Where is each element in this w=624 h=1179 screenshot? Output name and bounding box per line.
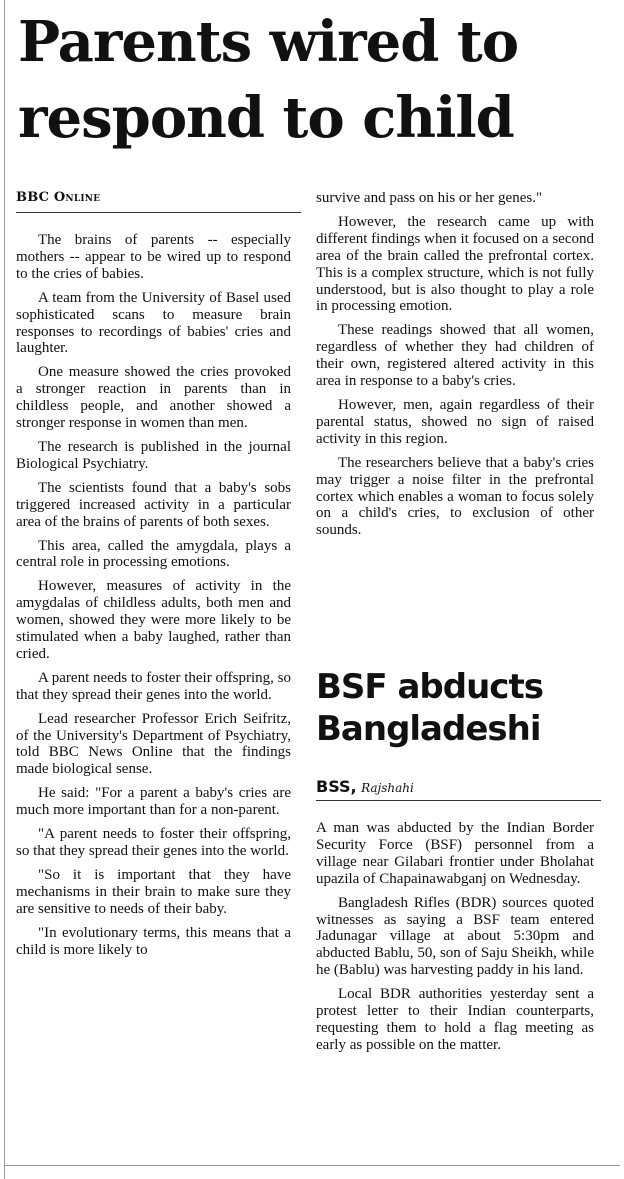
byline-location: Rajshahi xyxy=(361,781,414,795)
second-article-body xyxy=(316,820,594,1061)
paragraph: A parent needs to foster their offspring, so that they spread their genes into the world. xyxy=(16,669,292,703)
paragraph: Bangladesh Rifles (BDR) sources quoted witnesses as saying a BSF team entered Jadunagar village at about 5:30pm and abducted Bablu, 50, son of Saju Sheikh, while he (Bablu) was harvesting paddy in his land. xyxy=(316,894,594,979)
article-column-1 xyxy=(16,232,291,965)
paragraph: "So it is important that they have mechanisms in their brain to make sure they are sensitive to needs of their baby. xyxy=(16,866,291,917)
paragraph: "In evolutionary terms, this means that a child is more likely to xyxy=(16,924,291,958)
paragraph: This area, called the amygdala, plays a central role in processing emotions. xyxy=(16,537,291,571)
second-byline-rule xyxy=(316,800,601,801)
paragraph: The researchers believe that a baby's cries may trigger a noise filter in the prefrontal cortex which enables a woman to focus solely on a child's cries, to exclusion of other sounds. xyxy=(316,454,594,539)
paragraph: survive and pass on his or her genes." xyxy=(316,190,543,206)
paragraph: However, measures of activity in the amygdalas of childless adults, both men and women, showed they were more likely to be stimulated when a baby laughed, rather than cried. xyxy=(16,578,291,662)
paragraph: Lead researcher Professor Erich Seifritz, of the University's Department of Psychiatry, told BBC News Online that the findings made biological sense. xyxy=(16,710,291,778)
paragraph: A team from the University of Basel used sophisticated scans to measure brain responses to recordings of babies' cries and laughter. xyxy=(16,289,291,357)
bottom-border-rule xyxy=(4,1165,620,1166)
paragraph: The scientists found that a baby's sobs triggered increased activity in a particular area of the brains of parents of both sexes. xyxy=(16,479,291,530)
paragraph: Local BDR authorities yesterday sent a protest letter to their Indian counterparts, requesting them to hold a flag meeting as early as possible on the matter. xyxy=(316,986,594,1053)
paragraph: However, men, again regardless of their parental status, showed no sign of raised activity in this region. xyxy=(316,396,594,447)
article-byline: BBC Online xyxy=(16,190,101,205)
article-column-2 xyxy=(316,190,594,546)
paragraph: He said: "For a parent a baby's cries are much more important than for a non-parent. xyxy=(16,785,291,819)
paragraph: The brains of parents -- especially mothers -- appear to be wired up to respond to the cries of babies. xyxy=(16,232,291,282)
second-article-headline: BSF abducts Bangladeshi xyxy=(316,667,543,749)
paragraph: One measure showed the cries provoked a stronger reaction in parents than in childless people, and another showed a stronger response in women than men. xyxy=(16,364,291,432)
paragraph: These readings showed that all women, regardless of whether they had children of their own, registered altered activity in this area in response to a baby's cries. xyxy=(316,322,594,390)
paragraph: "A parent needs to foster their offspring, so that they spread their genes into the world. xyxy=(16,826,291,859)
byline-rule xyxy=(16,212,301,213)
paragraph: A man was abducted by the Indian Border Security Force (BSF) personnel from a village near Gilabari frontier under Bholahat upazila of Chapainawabganj on Wednesday. xyxy=(316,820,594,887)
second-article-byline xyxy=(316,777,616,796)
byline-agency: BSS, xyxy=(316,777,357,796)
article-headline: Parents wired to respond to child xyxy=(18,9,519,151)
left-border-rule xyxy=(4,0,5,1179)
paragraph: The research is published in the journal Biological Psychiatry. xyxy=(16,438,291,472)
paragraph: However, the research came up with different findings when it focused on a second area of the brain called the prefrontal cortex. This is a complex structure, which is not fully understood, but is also thought to play a role in processing emotion. xyxy=(316,213,594,315)
